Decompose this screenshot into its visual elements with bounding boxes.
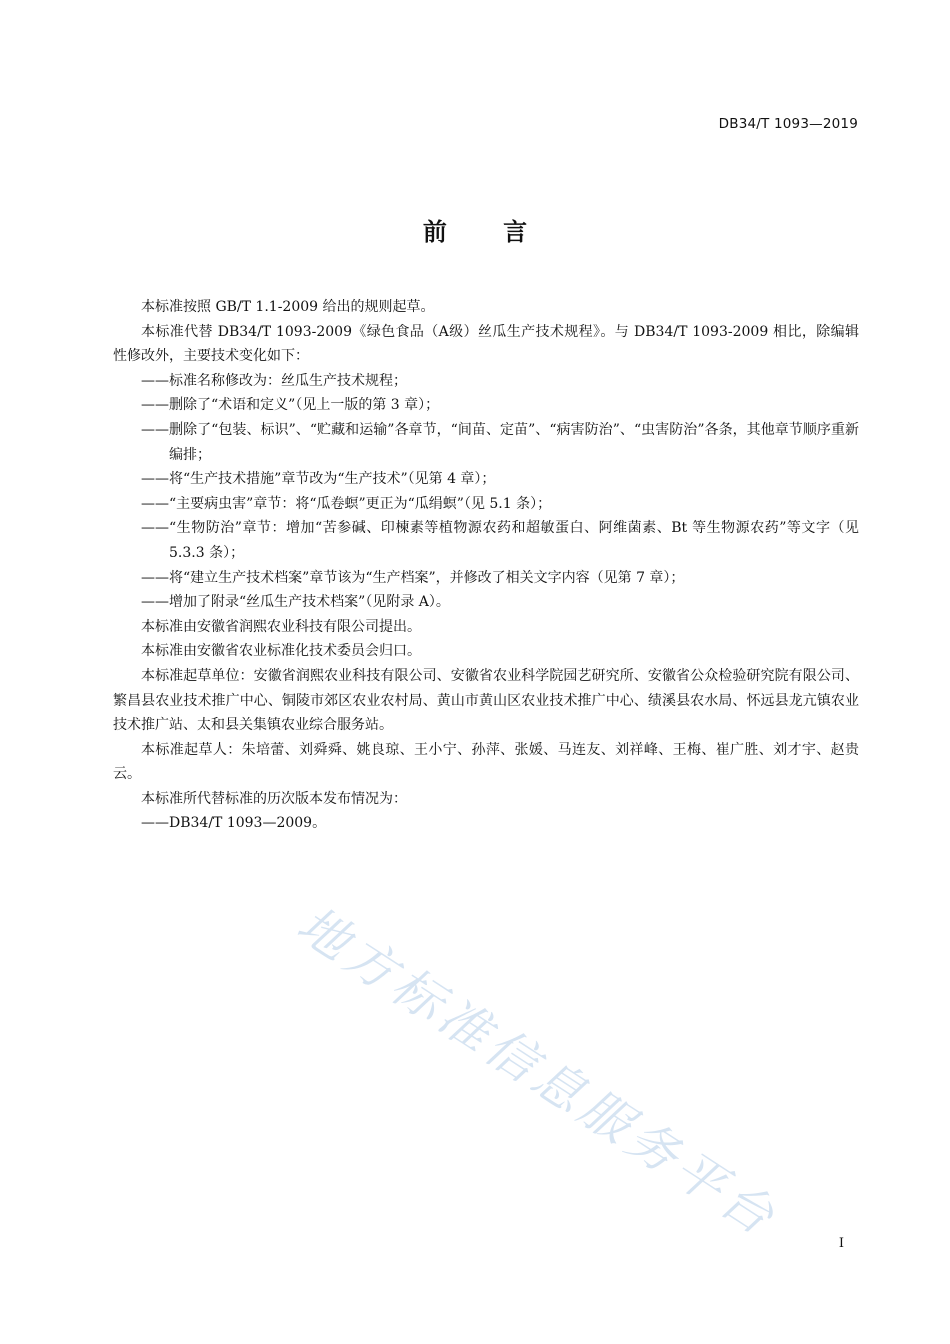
paragraph: 本标准按照 GB/T 1.1-2009 给出的规则起草。 (141, 299, 435, 315)
foreword-body (113, 295, 859, 836)
page-title: 前 言 (422, 218, 552, 246)
paragraph: 本标准代替 DB34/T 1093-2009《绿色食品（A级）丝瓜生产技术规程》。与 DB34/T 1093-2009 相比，除编辑性修改外，主要技术变化如下： (113, 323, 859, 365)
list-item: ——DB34/T 1093—2009。 (141, 815, 327, 832)
list-item: ——“生物防治”章节：增加“苦参碱、印楝素等植物源农药和超敏蛋白、阿维菌素、Bt 等生物源农药”等文字（见 5.3.3 条）； (141, 520, 859, 561)
watermark: 地方标准信息服务平台 (287, 895, 789, 1249)
list-item: ——将“生产技术措施”章节改为“生产技术”（见第 4 章）； (141, 471, 496, 488)
list-item: ——删除了“术语和定义”（见上一版的第 3 章）； (141, 397, 440, 414)
paragraph: 本标准由安徽省润熙农业科技有限公司提出。 (141, 618, 421, 635)
list-item: ——“主要病虫害”章节：将“瓜卷螟”更正为“瓜绢螟”（见 5.1 条）； (141, 495, 552, 512)
paragraph: 本标准所代替标准的历次版本发布情况为： (141, 790, 407, 807)
paragraph: 本标准由安徽省农业标准化技术委员会归口。 (141, 643, 421, 660)
list-item: ——标准名称修改为：丝瓜生产技术规程； (141, 372, 407, 389)
paragraph: 本标准起草单位：安徽省润熙农业科技有限公司、安徽省农业科学院园艺研究所、安徽省公众检验研究院有限公司、繁昌县农业技术推广中心、铜陵市郊区农业农村局、黄山市黄山区农业技术推广中心、绩溪县农水局、怀远县龙亢镇农业技术推广站、太和县关集镇农业综合服务站。 (113, 667, 859, 734)
list-item: ——删除了“包装、标识”、“贮藏和运输”各章节，“间苗、定苗”、“病害防治”、“虫害防治”各条，其他章节顺序重新编排； (141, 421, 859, 463)
page-number: I (838, 1236, 844, 1251)
paragraph: 本标准起草人：朱培蕾、刘舜舜、姚良琼、王小宁、孙萍、张媛、马连友、刘祥峰、王梅、崔广胜、刘才宇、赵贵云。 (113, 741, 859, 783)
list-item: ——将“建立生产技术档案”章节该为“生产档案”，并修改了相关文字内容（见第 7 章）； (141, 569, 685, 586)
list-item: ——增加了附录“丝瓜生产技术档案”（见附录 A）。 (141, 594, 450, 611)
standard-code: DB34/T 1093—2019 (718, 116, 858, 132)
